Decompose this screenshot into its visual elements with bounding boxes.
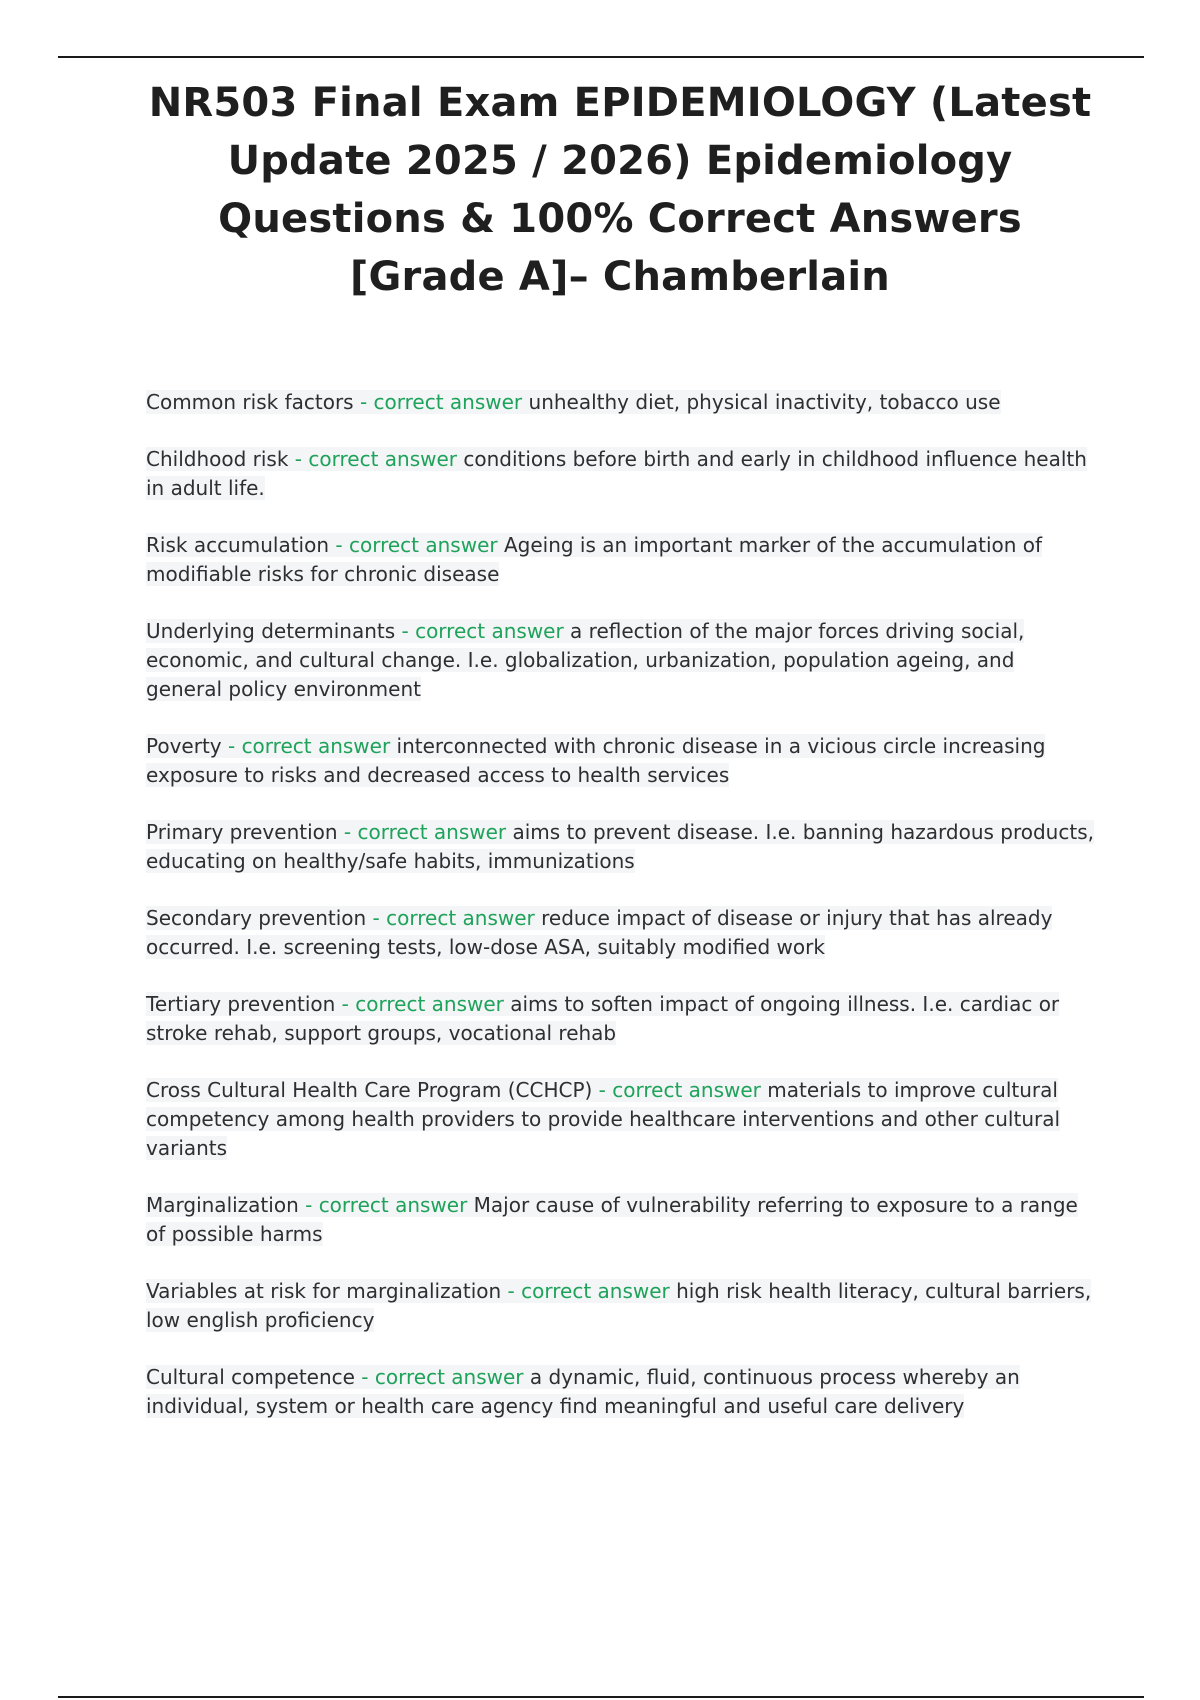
qa-answer-tag: correct answer <box>241 734 391 758</box>
qa-item <box>146 388 1096 417</box>
qa-term: Secondary prevention <box>146 906 367 930</box>
qa-term: Common risk factors <box>146 390 354 414</box>
qa-answer-tag: correct answer <box>348 533 498 557</box>
qa-definition: reduce impact of disease or injury that has already occurred. I.e. screening tests, low-dose ASA, suitably modified work <box>146 906 1053 959</box>
qa-item <box>146 732 1096 790</box>
qa-answer-tag: correct answer <box>318 1193 468 1217</box>
qa-definition: Ageing is an important marker of the accumulation of modifiable risks for chronic disease <box>146 533 1043 586</box>
qa-answer-tag: correct answer <box>415 619 564 643</box>
qa-separator: - <box>288 447 309 471</box>
qa-item <box>146 445 1096 503</box>
qa-term: Variables at risk for marginalization <box>146 1279 502 1303</box>
qa-answer-tag: correct answer <box>612 1078 761 1102</box>
qa-item <box>146 1363 1096 1421</box>
qa-item <box>146 904 1096 962</box>
qa-term: Risk accumulation <box>146 533 330 557</box>
qa-separator: - <box>353 390 374 414</box>
qa-item <box>146 1191 1096 1249</box>
qa-separator: - <box>221 734 242 758</box>
qa-definition: a reflection of the major forces driving social, economic, and cultural change. I.e. globalization, urbanization, population ageing, and general policy environment <box>146 619 1025 701</box>
qa-list <box>146 388 1096 1449</box>
qa-definition: aims to prevent disease. I.e. banning hazardous products, educating on healthy/safe habits, immunizations <box>146 820 1094 873</box>
top-rule <box>58 56 1144 58</box>
qa-term: Marginalization <box>146 1193 299 1217</box>
qa-answer-tag: correct answer <box>355 992 504 1016</box>
qa-term: Cross Cultural Health Care Program (CCHCP) <box>146 1078 593 1102</box>
qa-separator: - <box>298 1193 319 1217</box>
qa-separator: - <box>329 533 349 557</box>
qa-definition: unhealthy diet, physical inactivity, tobacco use <box>522 390 1001 414</box>
qa-definition: aims to soften impact of ongoing illness. I.e. cardiac or stroke rehab, support groups, vocational rehab <box>146 992 1060 1045</box>
qa-separator: - <box>354 1365 375 1389</box>
page-title: NR503 Final Exam EPIDEMIOLOGY (Latest Update 2025 / 2026) Epidemiology Questions & 100% Correct Answers [Grade A]– Chamberlain <box>148 80 1092 300</box>
qa-separator: - <box>337 820 358 844</box>
qa-separator: - <box>366 906 387 930</box>
qa-term: Poverty <box>146 734 222 758</box>
qa-answer-tag: correct answer <box>373 390 523 414</box>
bottom-rule <box>58 1696 1144 1698</box>
qa-definition: a dynamic, fluid, continuous process whereby an individual, system or health care agency find meaningful and useful care delivery <box>146 1365 1020 1418</box>
qa-item <box>146 818 1096 876</box>
qa-item <box>146 617 1096 704</box>
qa-separator: - <box>592 1078 613 1102</box>
qa-definition: Major cause of vulnerability referring to exposure to a range of possible harms <box>146 1193 1078 1246</box>
qa-answer-tag: correct answer <box>374 1365 524 1389</box>
qa-definition: interconnected with chronic disease in a vicious circle increasing exposure to risks and decreased access to health services <box>146 734 1046 787</box>
qa-term: Childhood risk <box>146 447 289 471</box>
qa-item <box>146 531 1096 589</box>
qa-term: Cultural competence <box>146 1365 355 1389</box>
qa-separator: - <box>395 619 416 643</box>
qa-answer-tag: correct answer <box>357 820 507 844</box>
qa-term: Primary prevention <box>146 820 338 844</box>
qa-item <box>146 990 1096 1048</box>
qa-answer-tag: correct answer <box>308 447 457 471</box>
qa-separator: - <box>335 992 356 1016</box>
qa-answer-tag: correct answer <box>521 1279 670 1303</box>
qa-answer-tag: correct answer <box>386 906 535 930</box>
qa-separator: - <box>501 1279 522 1303</box>
qa-definition: high risk health literacy, cultural barriers, low english proficiency <box>146 1279 1092 1332</box>
qa-definition: conditions before birth and early in childhood influence health in adult life. <box>146 447 1087 500</box>
qa-item <box>146 1076 1096 1163</box>
qa-definition: materials to improve cultural competency among health providers to provide healthcare interventions and other cultural variants <box>146 1078 1061 1160</box>
qa-term: Tertiary prevention <box>146 992 336 1016</box>
qa-item <box>146 1277 1096 1335</box>
qa-term: Underlying determinants <box>146 619 396 643</box>
